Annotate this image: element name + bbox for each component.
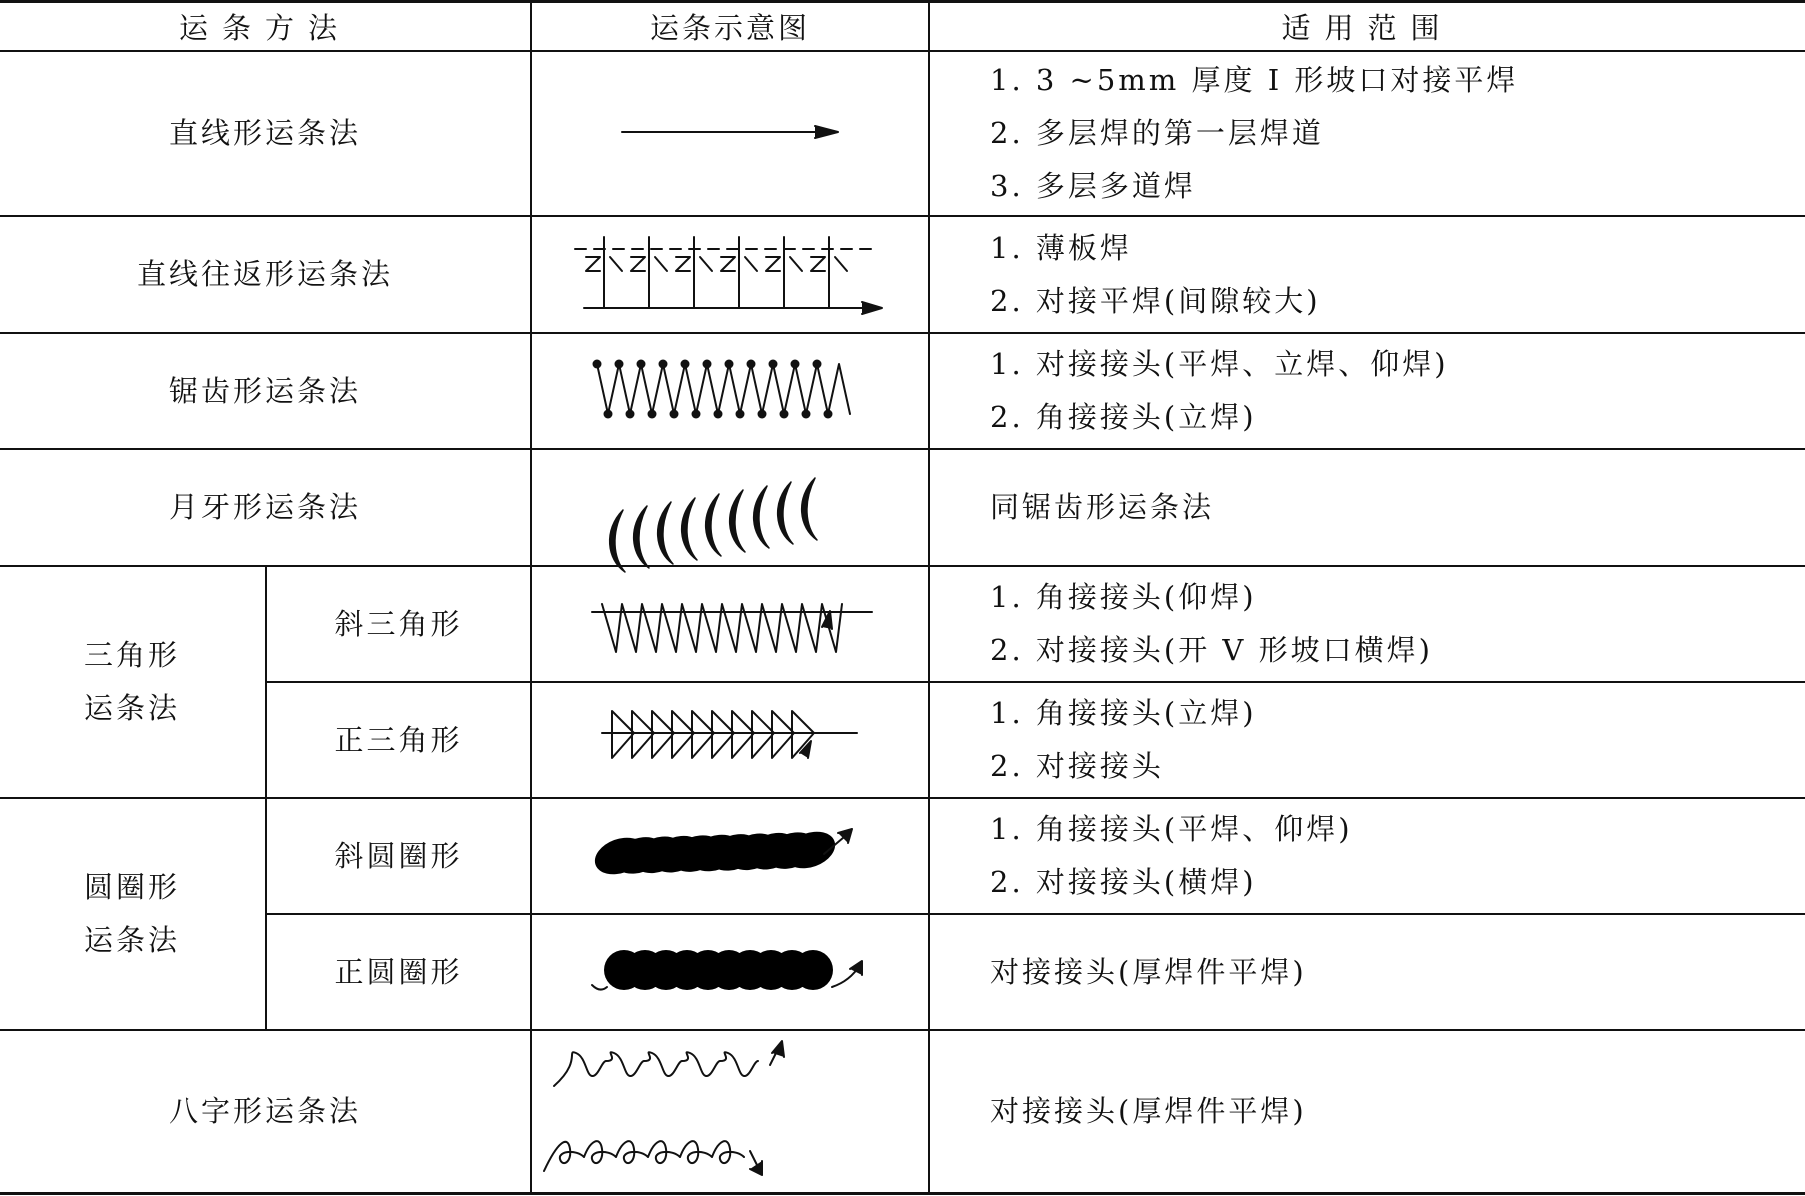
reciprocating-stroke xyxy=(610,257,622,271)
crescent-stroke xyxy=(658,502,673,564)
zigzag-dot xyxy=(659,360,668,369)
group-cell-circle: 圆圈形 运条法 xyxy=(84,870,181,957)
reciprocating-stroke xyxy=(721,257,735,271)
reciprocating-stroke xyxy=(811,257,825,271)
zigzag-dot xyxy=(780,410,789,419)
zigzag-dot xyxy=(692,410,701,419)
reciprocating-stroke xyxy=(835,257,847,271)
figure-eight-stroke xyxy=(544,1141,744,1171)
reciprocating-stroke xyxy=(631,257,645,271)
crescent-stroke xyxy=(778,482,793,544)
straight-line-diagram-icon xyxy=(532,52,928,215)
scope-cell: 1. 角接接头(平焊、仰焊) 2. 对接接头(横焊) xyxy=(990,812,1353,899)
reciprocating-stroke xyxy=(700,257,712,271)
method-cell: 月牙形运条法 xyxy=(168,490,361,524)
zigzag-dot xyxy=(802,410,811,419)
triangle-stroke xyxy=(712,711,734,758)
method-cell: 直线往返形运条法 xyxy=(136,257,393,291)
table-bottom-rule xyxy=(0,1192,1805,1195)
scope-cell: 1. 3 ~5mm 厚度 I 形坡口对接平焊 2. 多层焊的第一层焊道 3. 多层多道焊 xyxy=(990,63,1519,203)
zigzag-dot xyxy=(593,360,602,369)
circle-loop xyxy=(592,985,607,990)
triangle-stroke xyxy=(612,711,634,758)
scope-cell: 1. 薄板焊 2. 对接平焊(间隙较大) xyxy=(990,230,1321,318)
header-scope: 适用范围 xyxy=(1281,11,1454,45)
figure-eight-diagram-icon xyxy=(532,1031,928,1192)
crescent-stroke xyxy=(802,478,817,540)
method-cell: 直线形运条法 xyxy=(168,116,361,150)
reciprocating-stroke xyxy=(790,257,802,271)
zigzag-dot xyxy=(615,360,624,369)
zigzag-dot xyxy=(637,360,646,369)
reciprocating-stroke xyxy=(676,257,690,271)
scope-cell: 1. 角接接头(立焊) 2. 对接接头 xyxy=(990,696,1257,783)
method-cell: 八字形运条法 xyxy=(168,1094,361,1128)
triangle-stroke xyxy=(672,711,694,758)
reciprocating-stroke xyxy=(655,257,667,271)
zigzag-dot xyxy=(670,410,679,419)
crescent-diagram-icon xyxy=(532,450,928,565)
crescent-stroke xyxy=(706,494,721,556)
oblique-circle-diagram-icon xyxy=(532,799,928,913)
zigzag-dot xyxy=(758,410,767,419)
triangle-stroke xyxy=(732,711,754,758)
header-diagram: 运条示意图 xyxy=(649,11,810,45)
zigzag-dot xyxy=(703,360,712,369)
figure-eight-arrow xyxy=(772,1041,784,1057)
reciprocating-stroke xyxy=(586,257,600,271)
zigzag-dot xyxy=(604,410,613,419)
crescent-stroke xyxy=(634,506,649,568)
zigzag-dot xyxy=(648,410,657,419)
crescent-stroke xyxy=(682,498,697,560)
straight-reciprocating-diagram-icon xyxy=(532,217,928,332)
method-cell: 斜圆圈形 xyxy=(334,838,463,873)
regular-triangle-diagram-icon xyxy=(532,683,928,797)
crescent-stroke xyxy=(754,486,769,548)
zigzag-dot xyxy=(747,360,756,369)
zigzag-dot xyxy=(681,360,690,369)
regular-circle-diagram-icon xyxy=(532,915,928,1029)
circle-loop xyxy=(793,950,833,990)
reciprocating-stroke xyxy=(766,257,780,271)
zigzag-dot xyxy=(714,410,723,419)
reciprocating-stroke xyxy=(745,257,757,271)
zigzag-dot xyxy=(769,360,778,369)
scope-cell: 1. 对接接头(平焊、立焊、仰焊) 2. 角接接头(立焊) xyxy=(990,347,1449,434)
group-cell-triangle: 三角形 运条法 xyxy=(84,638,181,725)
scope-cell: 1. 角接接头(仰焊) 2. 对接接头(开 V 形坡口横焊) xyxy=(990,580,1433,667)
header-method: 运条方法 xyxy=(178,11,351,45)
triangle-stroke xyxy=(652,711,674,758)
oblique-triangle-diagram-icon xyxy=(532,567,928,681)
triangle-stroke xyxy=(692,711,714,758)
zigzag-dot xyxy=(725,360,734,369)
method-cell: 斜三角形 xyxy=(334,606,463,641)
zigzag-dot xyxy=(813,360,822,369)
zigzag-diagram-icon xyxy=(532,334,928,448)
crescent-stroke xyxy=(610,510,625,572)
triangle-stroke xyxy=(752,711,774,758)
scope-cell: 同锯齿形运条法 xyxy=(990,490,1215,524)
zigzag-dot xyxy=(626,410,635,419)
zigzag-dot xyxy=(791,360,800,369)
triangle-stroke xyxy=(632,711,654,758)
method-cell: 正圆圈形 xyxy=(334,954,463,989)
method-cell: 正三角形 xyxy=(334,722,463,757)
method-cell: 锯齿形运条法 xyxy=(168,373,361,408)
crescent-stroke xyxy=(730,490,745,552)
figure-eight-stroke xyxy=(554,1052,758,1086)
scope-cell: 对接接头(厚焊件平焊) xyxy=(990,1094,1307,1128)
scope-cell: 对接接头(厚焊件平焊) xyxy=(990,954,1307,989)
triangle-stroke xyxy=(772,711,794,758)
zigzag-dot xyxy=(824,410,833,419)
zigzag-dot xyxy=(736,410,745,419)
